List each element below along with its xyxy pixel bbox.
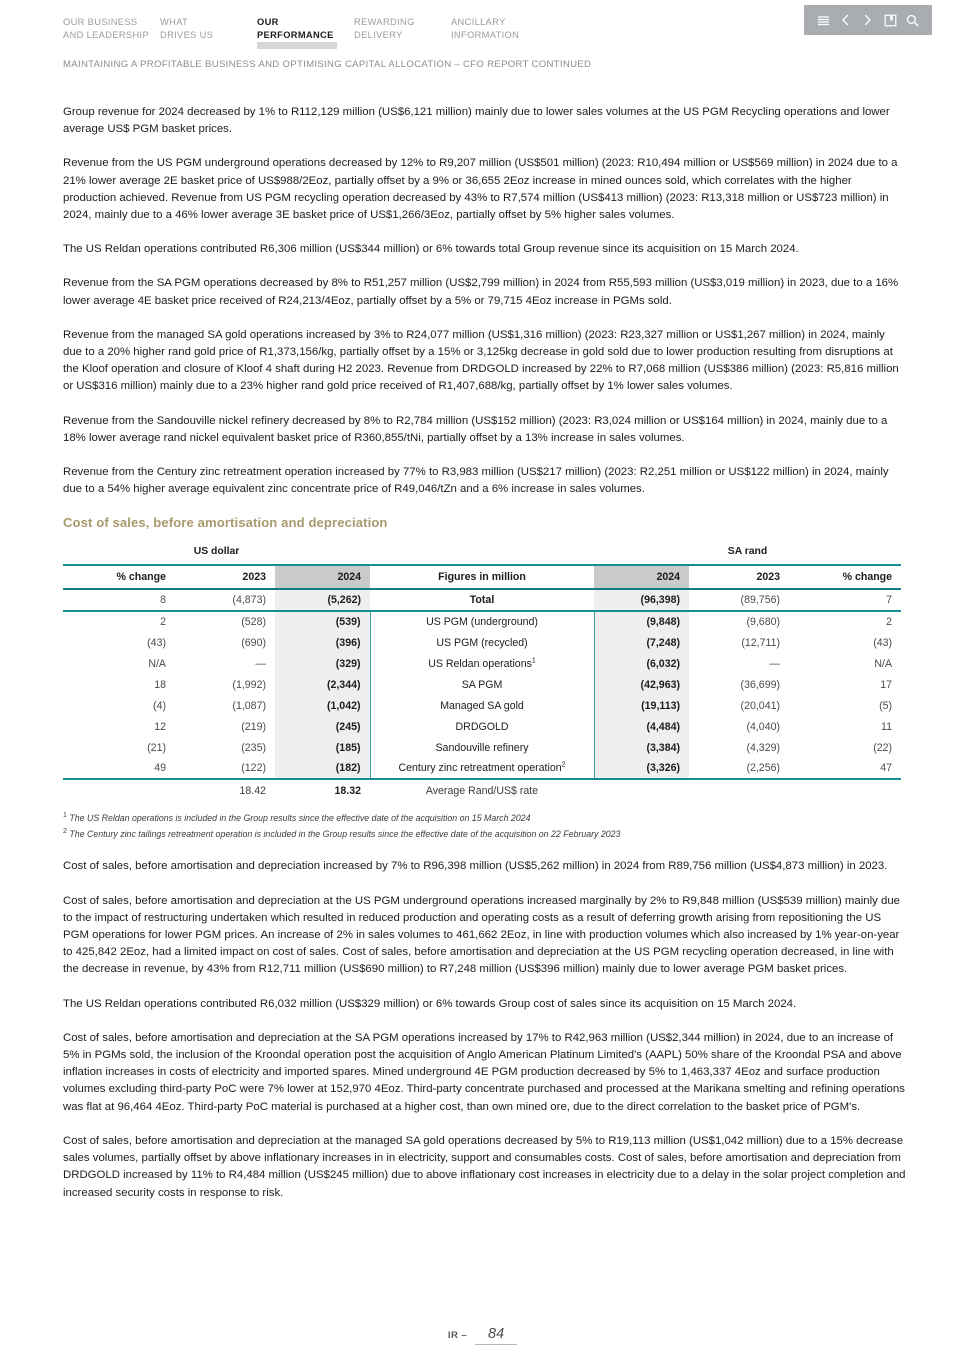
footnote-marker: 2 bbox=[561, 761, 566, 769]
footnote-1-marker: 1 bbox=[63, 812, 67, 820]
paragraph-revenue-7: Revenue from the Century zinc retreatment operation increased by 77% to R3,983 million (US$217 million) (2023: R2,251 million or US$122 million) in 2024, mainly due to a 54% higher average equivalent zinc concentrate price of R49,046/tZn and a 6% increase in sales volumes. bbox=[63, 466, 889, 496]
paragraph-revenue-3: The US Reldan operations contributed R6,306 million (US$344 million) or 6% towards total Group revenue since its acquisition on 15 March 2024. bbox=[63, 243, 799, 256]
cell-zar-2024: (42,963) bbox=[594, 674, 689, 695]
cell-usd-2023: (122) bbox=[175, 758, 275, 779]
footnote-1-text: The US Reldan operations is included in the Group results since the effective date of the acquisition on 15 March 2024 bbox=[69, 813, 531, 824]
paragraph-cost-1: Cost of sales, before amortisation and depreciation increased by 7% to R96,398 million (US$5,262 million) in 2024 from R89,756 million (US$4,873 million) in 2023. bbox=[63, 860, 888, 873]
cost-of-sales-table bbox=[63, 546, 901, 802]
cell-usd-2024: (182) bbox=[275, 758, 370, 779]
cell-zar-pct-change: N/A bbox=[874, 657, 893, 670]
previous-page-icon[interactable] bbox=[838, 13, 853, 28]
cell-label: Managed SA gold bbox=[370, 695, 594, 716]
paragraph-revenue-1: Group revenue for 2024 decreased by 1% to R112,129 million (US$6,121 million) mainly due to lower sales volumes at the US PGM Recycling operations and lower average US$ PGM basket prices. bbox=[63, 106, 890, 136]
cell-zar-2023: (4,329) bbox=[746, 741, 781, 754]
cell-zar-pct-change: (22) bbox=[873, 741, 893, 754]
cell-usd-2023: (235) bbox=[241, 741, 266, 754]
cell-zar-2023 bbox=[689, 779, 789, 802]
nav-tab-line1: OUR bbox=[257, 17, 279, 27]
cell-usd-pct-change: (43) bbox=[147, 636, 166, 649]
cell-zar-2024: (3,384) bbox=[594, 737, 689, 758]
cell-usd-2023: (528) bbox=[241, 616, 266, 629]
paragraph-cost-2: Cost of sales, before amortisation and depreciation at the US PGM underground operations increased marginally by 2% to R9,848 million (US$539 million) mainly due to the impact of restructuring undertaken which resulted in reduced production and operating costs as a result of deferring growth arising from repositioning the US PGM operations for lower PGM prices. An increase of 2% in sales volumes to 461,662 2Eoz, in line with production volumes which also increased by 1% year-on-year to 425,842 2Eoz, had a limited impact on cost of sales. Cost of sales, before amortisation and depreciation at the US PGM recycling operation decreased, in line with the decrease in revenue, by 43% from R12,711 million (US$690 million) to R7,248 million (US$396 million) mainly due to lower average PGM basket prices. bbox=[63, 894, 901, 976]
cell-usd-2023: — bbox=[255, 657, 266, 670]
section-heading-cost-of-sales: Cost of sales, before amortisation and depreciation bbox=[63, 515, 388, 531]
search-icon[interactable] bbox=[905, 13, 920, 28]
nav-tab-line2: PERFORMANCE bbox=[257, 29, 334, 40]
cell-zar-pct-change: 47 bbox=[789, 758, 901, 779]
cell-usd-2024: (396) bbox=[275, 632, 370, 653]
cell-usd-2024: (329) bbox=[275, 653, 370, 674]
nav-tab-line2: DRIVES US bbox=[160, 29, 214, 40]
table-row bbox=[63, 716, 901, 737]
cell-zar-2024: (3,326) bbox=[594, 758, 689, 779]
cell-usd-pct-change bbox=[63, 779, 175, 802]
menu-icon[interactable] bbox=[816, 13, 831, 28]
cell-zar-2024: (9,848) bbox=[594, 611, 689, 632]
table-row-average-rate bbox=[63, 779, 901, 802]
cell-zar-2024 bbox=[594, 779, 689, 802]
group-header-us-dollar: US dollar bbox=[193, 546, 240, 558]
footnote-2-marker: 2 bbox=[63, 828, 67, 836]
cell-usd-pct-change: 18 bbox=[154, 678, 166, 691]
paragraph-revenue-4: Revenue from the SA PGM operations decreased by 8% to R51,257 million (US$2,799 million) in 2024 from R55,593 million (US$3,019 million) in 2023, due to a 16% lower average 4E basket price received of R24,213/4Eoz, partially offset by a 5% or 79,715 4Eoz increase in PGMs sold. bbox=[63, 277, 899, 307]
cell-zar-2024: (19,113) bbox=[594, 695, 689, 716]
cell-usd-2023: (690) bbox=[241, 636, 266, 649]
table-row bbox=[63, 632, 901, 653]
paragraph-cost-4: Cost of sales, before amortisation and depreciation at the SA PGM operations increased by 17% to R42,963 million (US$2,344 million) in 2024, due to an increase of 5% in PGMs sold, the inclusion of the Kroondal operation post the acquisition of Anglo American Platinum Limited's (AAPL) 50% share of the Kroondal PSA and above inflation increases in costs of electricity and imported spares. Mined underground 4E PGM production decreased by 5% to 1,463,337 4Eoz and surface production volumes excluding third-party PoC were 7% lower at 152,970 4Eoz. Third-party concentrate purchased and processed at the Marikana smelting and refining operations was flat at 96,464 4Eoz. Third-party PoC material is purchased at a higher cost, than own mined ore, due to the direct correlation to the basket price of PGM's. bbox=[63, 1031, 905, 1113]
table-row bbox=[63, 674, 901, 695]
page-footer bbox=[0, 1326, 965, 1345]
cell-usd-pct-change: (21) bbox=[147, 741, 166, 754]
cell-zar-pct-change bbox=[789, 779, 901, 802]
cell-zar-pct-change: 11 bbox=[881, 720, 893, 733]
cell-label: US PGM (underground) bbox=[370, 611, 594, 632]
nav-tab-our-business-and-leadership[interactable] bbox=[63, 16, 160, 49]
cell-zar-2024: (7,248) bbox=[594, 632, 689, 653]
column-header-zar-2023: 2023 bbox=[689, 565, 789, 589]
table-row bbox=[63, 695, 901, 716]
cell-usd-2023: 18.42 bbox=[239, 785, 266, 798]
cell-zar-2023: (89,756) bbox=[689, 589, 789, 611]
cell-label: DRDGOLD bbox=[370, 716, 594, 737]
cell-usd-2024: (185) bbox=[275, 737, 370, 758]
cell-zar-2024: (4,484) bbox=[594, 716, 689, 737]
cell-usd-pct-change: 49 bbox=[63, 758, 175, 779]
table-column-header-row bbox=[63, 565, 901, 589]
cell-zar-2023: (20,041) bbox=[740, 699, 781, 712]
cell-usd-pct-change: 2 bbox=[160, 616, 166, 629]
primary-navigation bbox=[63, 16, 548, 49]
cell-zar-2023: — bbox=[769, 657, 781, 670]
nav-tab-line2: DELIVERY bbox=[354, 29, 403, 40]
cell-zar-2024: (96,398) bbox=[594, 589, 689, 611]
paragraph-revenue-5: Revenue from the managed SA gold operations increased by 3% to R24,077 million (US$1,316 million) (2023: R23,327 million or US$1,267 million) in 2024, mainly due to a 20% higher rand gold price of R1,373,156/kg, partially offset by a 15% or 3,125kg decrease in gold sold due to lower production resulting from disruptions at the Kloof operation and closure of Kloof 4 shaft during H2 2023. Revenue from DRDGOLD increased by 22% to R7,068 million (US$386 million) (2023: R5,816 million or US$316 million) mainly due to a 23% higher rand gold price received of R1,407,688/kg, partially offset by 1% lower sales volumes. bbox=[63, 328, 899, 393]
nav-tab-ancillary-information[interactable] bbox=[451, 16, 548, 49]
footnote-1 bbox=[63, 811, 906, 825]
paragraph-cost-3: The US Reldan operations contributed R6,032 million (US$329 million) or 6% towards Group cost of sales since its acquisition on 15 March 2024. bbox=[63, 997, 797, 1010]
cell-zar-2023: (36,699) bbox=[740, 678, 781, 691]
table-group-header-row bbox=[63, 546, 901, 565]
cell-zar-2023: (2,256) bbox=[689, 758, 789, 779]
cell-usd-2023: (4,873) bbox=[175, 589, 275, 611]
footer-report-mark: IR – bbox=[447, 1330, 468, 1341]
cell-usd-2023: (1,992) bbox=[232, 678, 266, 691]
table-row-total bbox=[63, 589, 901, 611]
cell-usd-pct-change: (4) bbox=[153, 699, 166, 712]
column-header-usd-2023: 2023 bbox=[175, 565, 275, 589]
next-page-icon[interactable] bbox=[860, 13, 875, 28]
cell-usd-2024: (245) bbox=[275, 716, 370, 737]
cell-label: US PGM (recycled) bbox=[370, 632, 594, 653]
table-row bbox=[63, 758, 901, 779]
nav-tab-line2: AND LEADERSHIP bbox=[63, 29, 150, 40]
cell-zar-pct-change: (43) bbox=[873, 636, 893, 649]
nav-tab-line1: ANCILLARY bbox=[451, 17, 506, 27]
nav-tab-rewarding-delivery[interactable] bbox=[354, 16, 451, 49]
page-number: 84 bbox=[475, 1326, 517, 1345]
active-tab-indicator bbox=[257, 42, 337, 49]
column-header-usd-2024: 2024 bbox=[275, 565, 370, 589]
cell-usd-pct-change: 12 bbox=[154, 720, 166, 733]
table-row bbox=[63, 737, 901, 758]
footnote-marker: 1 bbox=[531, 657, 536, 665]
page-content bbox=[63, 104, 906, 1202]
cell-label: Sandouville refinery bbox=[370, 737, 594, 758]
cell-zar-2023: (12,711) bbox=[741, 636, 781, 649]
cell-usd-2024: (5,262) bbox=[275, 589, 370, 611]
cell-zar-2023: (4,040) bbox=[746, 720, 781, 733]
paragraph-cost-5: Cost of sales, before amortisation and depreciation at the managed SA gold operations decreased by 5% to R19,113 million (US$1,042 million) due to a 15% decrease sales volumes, partially offset by above inflationary increases in in electricity, support and consumables costs. Cost of sales, before amortisation and depreciation from DRDGOLD increased by 11% to R4,484 million (US$245 million) due to above inflationary cost increases in electricity due to a delay in the solar project completion and increased security costs in response to risk. bbox=[63, 1134, 906, 1199]
cell-usd-2024: (1,042) bbox=[275, 695, 370, 716]
cell-usd-2023: (1,087) bbox=[232, 699, 266, 712]
paragraph-revenue-6: Revenue from the Sandouville nickel refinery decreased by 8% to R2,784 million (US$152 million) (2023: R3,024 million or US$164 million) in 2024, mainly due to a 18% lower average rand nickel equivalent basket price of R360,855/tNi, partially offset by a 13% increase in sales volumes. bbox=[63, 414, 888, 444]
cell-usd-2023: (219) bbox=[241, 720, 266, 733]
table-row bbox=[63, 611, 901, 632]
cell-usd-2024: (539) bbox=[275, 611, 370, 632]
cell-zar-2024: (6,032) bbox=[594, 653, 689, 674]
cell-zar-2023: (9,680) bbox=[746, 616, 781, 629]
footnote-2 bbox=[63, 827, 906, 841]
cell-usd-pct-change: 8 bbox=[63, 589, 175, 611]
table-footnotes bbox=[63, 811, 906, 841]
cell-zar-pct-change: 7 bbox=[789, 589, 901, 611]
nav-tab-line1: WHAT bbox=[160, 17, 189, 27]
column-header-usd-pct-change: % change bbox=[63, 565, 175, 589]
cost-of-sales-discussion bbox=[63, 858, 906, 1201]
cell-usd-pct-change: N/A bbox=[148, 657, 166, 670]
document-toolbar bbox=[804, 5, 932, 35]
cell-label: Total bbox=[370, 589, 594, 611]
nav-tab-line2: INFORMATION bbox=[451, 29, 520, 40]
page-kicker: MAINTAINING A PROFITABLE BUSINESS AND OPTIMISING CAPITAL ALLOCATION – CFO REPORT CONTINUED bbox=[63, 59, 592, 70]
cell-usd-2024: 18.32 bbox=[334, 785, 362, 798]
cell-zar-pct-change: 17 bbox=[880, 678, 893, 691]
cell-label: Average Rand/US$ rate bbox=[425, 785, 539, 798]
group-header-spacer bbox=[370, 546, 594, 565]
cell-label: US Reldan operations$^1$ bbox=[370, 653, 594, 674]
group-header-sa-rand: SA rand bbox=[727, 546, 768, 558]
column-header-zar-pct-change: % change bbox=[789, 565, 901, 589]
page-header bbox=[0, 0, 965, 82]
bookmark-icon[interactable] bbox=[883, 13, 898, 28]
nav-tab-our-performance[interactable] bbox=[257, 16, 354, 49]
column-header-figures-in-million: Figures in million bbox=[370, 565, 594, 589]
cell-zar-pct-change: 2 bbox=[886, 616, 893, 629]
paragraph-revenue-2: Revenue from the US PGM underground operations decreased by 12% to R9,207 million (US$501 million) (2023: R10,494 million or US$569 million) in 2024 due to a 21% lower average 2E basket price of US$988/2Eoz, partially offset by a 9% or 36,655 2Eoz increase in mined ounces sold, which correlates with the higher production achieved. Revenue from US PGM recycling operation decreased by 43% to R7,574 million (US$413 million) (2023: R13,318 million or US$723 million) in 2024, mainly due to a 46% lower average 3E basket price of US$1,266/3Eoz, partially offset by 5% higher sales volumes. bbox=[63, 157, 898, 222]
nav-tab-what-drives-us[interactable] bbox=[160, 16, 257, 49]
cell-label: SA PGM bbox=[370, 674, 594, 695]
cell-zar-pct-change: (5) bbox=[879, 699, 893, 712]
column-header-zar-2024: 2024 bbox=[594, 565, 689, 589]
cell-label: Century zinc retreatment operation$^2$ bbox=[370, 758, 594, 779]
cell-usd-2024: (2,344) bbox=[275, 674, 370, 695]
nav-tab-line1: OUR BUSINESS bbox=[63, 17, 138, 27]
table-row bbox=[63, 653, 901, 674]
footnote-2-text: The Century zinc tailings retreatment operation is included in the Group results since the effective date of the acquisition on 22 February 2023 bbox=[69, 829, 621, 840]
nav-tab-line1: REWARDING bbox=[354, 17, 415, 27]
